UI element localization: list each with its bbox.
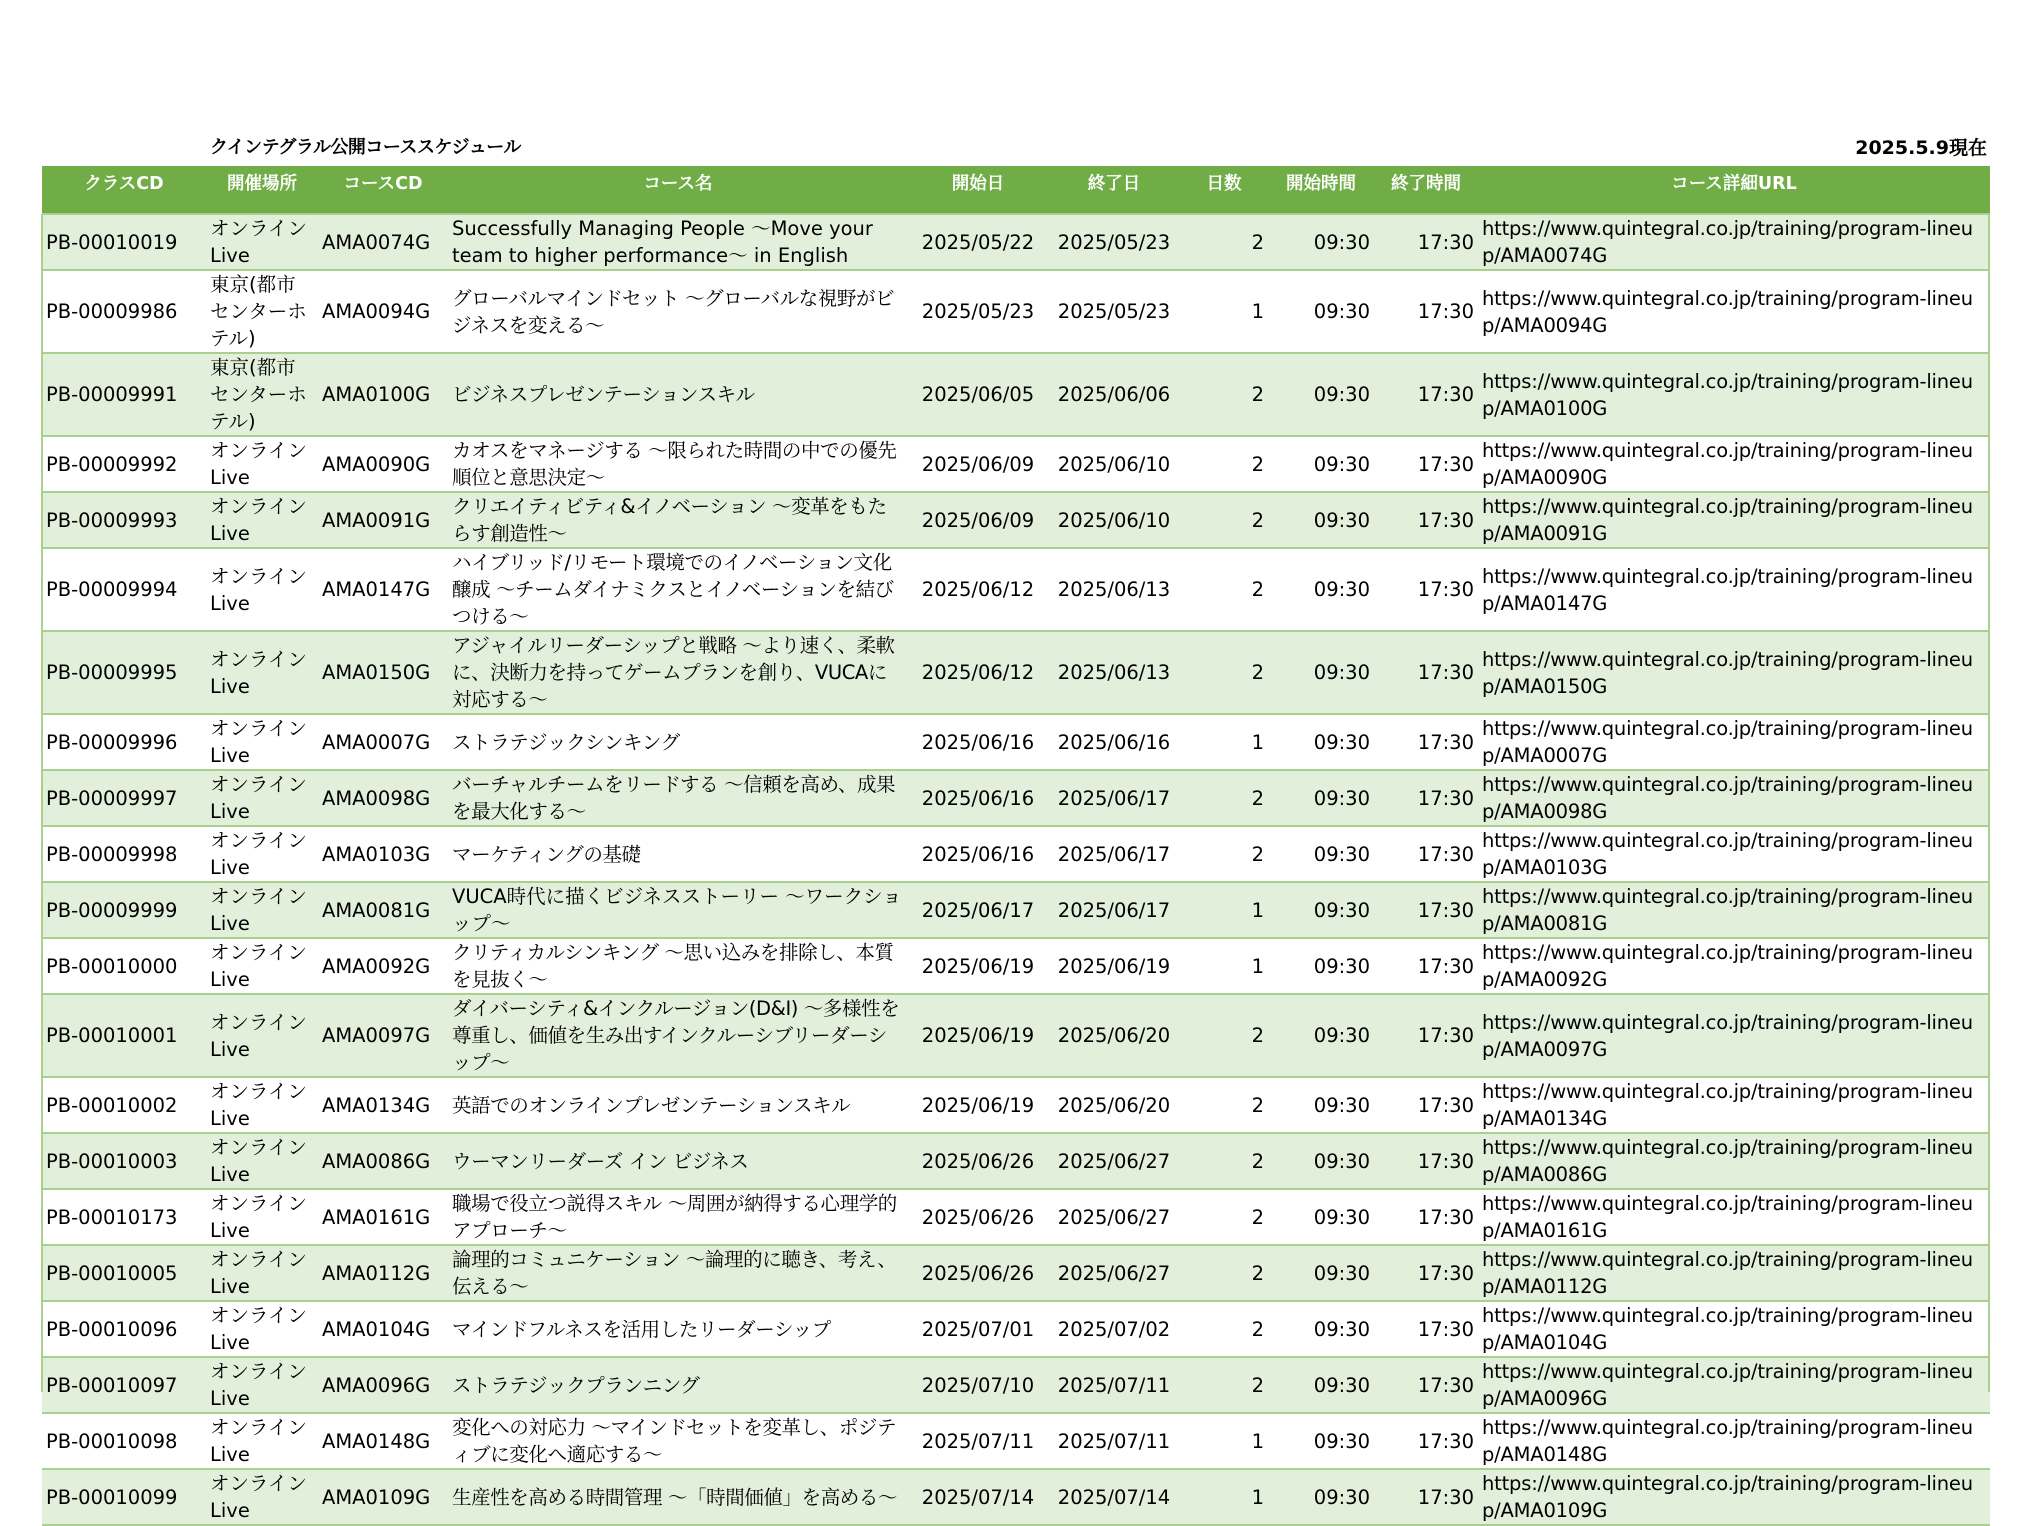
course-name-cell: アジャイルリーダーシップと戦略 ～より速く、柔軟に、決断力を持ってゲームプランを創り、VUCAに対応する～ [448,631,908,714]
venue-cell: オンライン Live [206,714,318,770]
table-row [42,214,1990,270]
end-date-cell: 2025/07/11 [1048,1357,1180,1413]
days-cell: 1 [1180,882,1268,938]
days-cell: 1 [1180,1413,1268,1469]
venue-cell: オンライン Live [206,548,318,631]
header-row [42,166,1990,214]
venue-cell: オンライン Live [206,882,318,938]
course-cd-cell: AMA0007G [318,714,448,770]
end-time-cell: 17:30 [1374,436,1478,492]
end-date-cell: 2025/06/10 [1048,436,1180,492]
table-row [42,770,1990,826]
venue-cell: オンライン Live [206,1077,318,1133]
days-cell: 2 [1180,1245,1268,1301]
start-time-cell: 09:30 [1268,938,1374,994]
end-time-cell: 17:30 [1374,1357,1478,1413]
days-cell: 2 [1180,631,1268,714]
end-time-cell: 17:30 [1374,492,1478,548]
header-url: コース詳細URL [1478,166,1990,214]
days-cell: 2 [1180,1357,1268,1413]
start-date-cell: 2025/06/16 [908,826,1048,882]
start-date-cell: 2025/06/19 [908,994,1048,1077]
class-cd-cell: PB-00009994 [42,548,206,631]
days-cell: 2 [1180,826,1268,882]
header-class-cd: クラスCD [42,166,206,214]
table-body [42,214,1990,1525]
course-name-cell: Successfully Managing People ～Move your team to higher performance～ in English [448,214,908,270]
course-name-cell: カオスをマネージする ～限られた時間の中での優先順位と意思決定～ [448,436,908,492]
header-end-date: 終了日 [1048,166,1180,214]
days-cell: 2 [1180,548,1268,631]
venue-cell: オンライン Live [206,1245,318,1301]
class-cd-cell: PB-00010000 [42,938,206,994]
end-date-cell: 2025/06/27 [1048,1133,1180,1189]
start-date-cell: 2025/06/09 [908,436,1048,492]
venue-cell: オンライン Live [206,1133,318,1189]
course-url-link[interactable]: https://www.quintegral.co.jp/training/program-lineup/AMA0081G [1478,882,1990,938]
days-cell: 2 [1180,1133,1268,1189]
course-cd-cell: AMA0074G [318,214,448,270]
end-time-cell: 17:30 [1374,548,1478,631]
table-row [42,436,1990,492]
end-time-cell: 17:30 [1374,938,1478,994]
start-time-cell: 09:30 [1268,882,1374,938]
class-cd-cell: PB-00010173 [42,1189,206,1245]
end-time-cell: 17:30 [1374,1245,1478,1301]
end-date-cell: 2025/06/16 [1048,714,1180,770]
course-name-cell: 変化への対応力 ～マインドセットを変革し、ポジティブに変化へ適応する～ [448,1413,908,1469]
course-name-cell: ハイブリッド/リモート環境でのイノベーション文化醸成 ～チームダイナミクスとイノベーションを結びつける～ [448,548,908,631]
end-time-cell: 17:30 [1374,1077,1478,1133]
end-date-cell: 2025/06/17 [1048,770,1180,826]
end-date-cell: 2025/06/20 [1048,1077,1180,1133]
start-time-cell: 09:30 [1268,548,1374,631]
start-time-cell: 09:30 [1268,1133,1374,1189]
venue-cell: オンライン Live [206,631,318,714]
course-name-cell: 英語でのオンラインプレゼンテーションスキル [448,1077,908,1133]
start-time-cell: 09:30 [1268,1301,1374,1357]
course-url-link[interactable]: https://www.quintegral.co.jp/training/program-lineup/AMA0100G [1478,353,1990,436]
start-date-cell: 2025/06/12 [908,548,1048,631]
header-days: 日数 [1180,166,1268,214]
start-time-cell: 09:30 [1268,1469,1374,1525]
start-time-cell: 09:30 [1268,1245,1374,1301]
course-name-cell: 職場で役立つ説得スキル ～周囲が納得する心理学的アプローチ～ [448,1189,908,1245]
course-cd-cell: AMA0148G [318,1413,448,1469]
days-cell: 1 [1180,938,1268,994]
end-time-cell: 17:30 [1374,1133,1478,1189]
course-url-link[interactable]: https://www.quintegral.co.jp/training/program-lineup/AMA0112G [1478,1245,1990,1301]
course-cd-cell: AMA0112G [318,1245,448,1301]
course-cd-cell: AMA0096G [318,1357,448,1413]
table-row [42,1357,1990,1413]
end-date-cell: 2025/06/27 [1048,1189,1180,1245]
course-cd-cell: AMA0109G [318,1469,448,1525]
document-title: クインテグラル公開コーススケジュール [210,137,521,158]
table-row [42,994,1990,1077]
start-time-cell: 09:30 [1268,1413,1374,1469]
start-date-cell: 2025/06/12 [908,631,1048,714]
days-cell: 1 [1180,1469,1268,1525]
venue-cell: オンライン Live [206,492,318,548]
venue-cell: オンライン Live [206,1469,318,1525]
as-of-date: 2025.5.9現在 [1855,137,1987,159]
start-time-cell: 09:30 [1268,492,1374,548]
table-row [42,548,1990,631]
table-row [42,631,1990,714]
course-cd-cell: AMA0104G [318,1301,448,1357]
course-url-link[interactable]: https://www.quintegral.co.jp/training/program-lineup/AMA0097G [1478,994,1990,1077]
venue-cell: オンライン Live [206,1189,318,1245]
class-cd-cell: PB-00010099 [42,1469,206,1525]
start-date-cell: 2025/06/05 [908,353,1048,436]
start-date-cell: 2025/06/26 [908,1189,1048,1245]
course-name-cell: クリエイティビティ&イノベーション ～変革をもたらす創造性～ [448,492,908,548]
start-time-cell: 09:30 [1268,714,1374,770]
venue-cell: 東京(都市センターホテル) [206,270,318,353]
end-time-cell: 17:30 [1374,882,1478,938]
start-date-cell: 2025/07/14 [908,1469,1048,1525]
class-cd-cell: PB-00009996 [42,714,206,770]
course-name-cell: ダイバーシティ&インクルージョン(D&I) ～多様性を尊重し、価値を生み出すインクルーシブリーダーシップ～ [448,994,908,1077]
table-row [42,1189,1990,1245]
course-name-cell: マーケティングの基礎 [448,826,908,882]
course-url-link[interactable]: https://www.quintegral.co.jp/training/program-lineup/AMA0098G [1478,770,1990,826]
end-time-cell: 17:30 [1374,770,1478,826]
start-date-cell: 2025/05/23 [908,270,1048,353]
course-cd-cell: AMA0103G [318,826,448,882]
start-time-cell: 09:30 [1268,770,1374,826]
course-name-cell: クリティカルシンキング ～思い込みを排除し、本質を見抜く～ [448,938,908,994]
course-url-link[interactable]: https://www.quintegral.co.jp/training/program-lineup/AMA0148G [1478,1413,1990,1469]
start-time-cell: 09:30 [1268,1189,1374,1245]
end-time-cell: 17:30 [1374,1189,1478,1245]
course-url-link[interactable]: https://www.quintegral.co.jp/training/program-lineup/AMA0092G [1478,938,1990,994]
days-cell: 2 [1180,353,1268,436]
table-row [42,270,1990,353]
end-time-cell: 17:30 [1374,631,1478,714]
course-cd-cell: AMA0094G [318,270,448,353]
course-url-link[interactable]: https://www.quintegral.co.jp/training/program-lineup/AMA0161G [1478,1189,1990,1245]
end-date-cell: 2025/06/27 [1048,1245,1180,1301]
end-date-cell: 2025/06/17 [1048,826,1180,882]
course-name-cell: 生産性を高める時間管理 ～「時間価値」を高める～ [448,1469,908,1525]
start-date-cell: 2025/06/19 [908,1077,1048,1133]
start-date-cell: 2025/06/17 [908,882,1048,938]
days-cell: 2 [1180,436,1268,492]
start-date-cell: 2025/06/26 [908,1133,1048,1189]
end-time-cell: 17:30 [1374,1469,1478,1525]
course-url-link[interactable]: https://www.quintegral.co.jp/training/program-lineup/AMA0091G [1478,492,1990,548]
course-cd-cell: AMA0147G [318,548,448,631]
venue-cell: オンライン Live [206,938,318,994]
course-url-link[interactable]: https://www.quintegral.co.jp/training/program-lineup/AMA0007G [1478,714,1990,770]
start-date-cell: 2025/06/16 [908,770,1048,826]
table-row [42,826,1990,882]
start-date-cell: 2025/05/22 [908,214,1048,270]
end-date-cell: 2025/06/13 [1048,548,1180,631]
class-cd-cell: PB-00009986 [42,270,206,353]
course-url-link[interactable]: https://www.quintegral.co.jp/training/program-lineup/AMA0096G [1478,1357,1990,1413]
table-row [42,1301,1990,1357]
course-url-link[interactable]: https://www.quintegral.co.jp/training/program-lineup/AMA0094G [1478,270,1990,353]
course-url-link[interactable]: https://www.quintegral.co.jp/training/program-lineup/AMA0134G [1478,1077,1990,1133]
end-date-cell: 2025/05/23 [1048,270,1180,353]
class-cd-cell: PB-00010097 [42,1357,206,1413]
header-course-name: コース名 [448,166,908,214]
days-cell: 2 [1180,214,1268,270]
end-date-cell: 2025/06/19 [1048,938,1180,994]
end-date-cell: 2025/06/20 [1048,994,1180,1077]
end-date-cell: 2025/06/10 [1048,492,1180,548]
header-end-time: 終了時間 [1374,166,1478,214]
course-cd-cell: AMA0090G [318,436,448,492]
class-cd-cell: PB-00010019 [42,214,206,270]
venue-cell: 東京(都市センターホテル) [206,353,318,436]
course-cd-cell: AMA0097G [318,994,448,1077]
header-start-time: 開始時間 [1268,166,1374,214]
end-date-cell: 2025/05/23 [1048,214,1180,270]
course-schedule-table [42,166,1990,1526]
class-cd-cell: PB-00010098 [42,1413,206,1469]
table-row [42,882,1990,938]
end-date-cell: 2025/07/11 [1048,1413,1180,1469]
course-name-cell: マインドフルネスを活用したリーダーシップ [448,1301,908,1357]
course-cd-cell: AMA0100G [318,353,448,436]
table-left-border [41,214,43,1392]
venue-cell: オンライン Live [206,436,318,492]
start-time-cell: 09:30 [1268,270,1374,353]
course-url-link[interactable]: https://www.quintegral.co.jp/training/program-lineup/AMA0104G [1478,1301,1990,1357]
course-cd-cell: AMA0081G [318,882,448,938]
end-time-cell: 17:30 [1374,353,1478,436]
course-url-link[interactable]: https://www.quintegral.co.jp/training/program-lineup/AMA0074G [1478,214,1990,270]
class-cd-cell: PB-00009992 [42,436,206,492]
start-date-cell: 2025/06/26 [908,1245,1048,1301]
course-cd-cell: AMA0161G [318,1189,448,1245]
course-cd-cell: AMA0086G [318,1133,448,1189]
days-cell: 2 [1180,994,1268,1077]
table-header [42,166,1990,214]
course-cd-cell: AMA0091G [318,492,448,548]
days-cell: 2 [1180,1301,1268,1357]
course-cd-cell: AMA0098G [318,770,448,826]
end-time-cell: 17:30 [1374,270,1478,353]
class-cd-cell: PB-00010005 [42,1245,206,1301]
end-time-cell: 17:30 [1374,214,1478,270]
start-date-cell: 2025/07/01 [908,1301,1048,1357]
end-date-cell: 2025/06/17 [1048,882,1180,938]
days-cell: 2 [1180,770,1268,826]
venue-cell: オンライン Live [206,1413,318,1469]
class-cd-cell: PB-00009997 [42,770,206,826]
course-name-cell: バーチャルチームをリードする ～信頼を高め、成果を最大化する～ [448,770,908,826]
start-time-cell: 09:30 [1268,353,1374,436]
class-cd-cell: PB-00009999 [42,882,206,938]
header-start-date: 開始日 [908,166,1048,214]
table-row [42,714,1990,770]
start-time-cell: 09:30 [1268,994,1374,1077]
course-name-cell: ストラテジックプランニング [448,1357,908,1413]
class-cd-cell: PB-00010001 [42,994,206,1077]
table-row [42,492,1990,548]
course-name-cell: VUCA時代に描くビジネスストーリー ～ワークショップ～ [448,882,908,938]
venue-cell: オンライン Live [206,1301,318,1357]
end-date-cell: 2025/07/14 [1048,1469,1180,1525]
class-cd-cell: PB-00010003 [42,1133,206,1189]
course-name-cell: ウーマンリーダーズ イン ビジネス [448,1133,908,1189]
course-name-cell: グローバルマインドセット ～グローバルな視野がビジネスを変える～ [448,270,908,353]
end-time-cell: 17:30 [1374,994,1478,1077]
course-url-link[interactable]: https://www.quintegral.co.jp/training/program-lineup/AMA0147G [1478,548,1990,631]
start-date-cell: 2025/06/19 [908,938,1048,994]
start-time-cell: 09:30 [1268,826,1374,882]
course-url-link[interactable]: https://www.quintegral.co.jp/training/program-lineup/AMA0109G [1478,1469,1990,1525]
table-row [42,1469,1990,1525]
class-cd-cell: PB-00010002 [42,1077,206,1133]
end-time-cell: 17:30 [1374,1413,1478,1469]
start-time-cell: 09:30 [1268,214,1374,270]
end-date-cell: 2025/06/13 [1048,631,1180,714]
class-cd-cell: PB-00009998 [42,826,206,882]
table-right-border [1988,214,1990,1392]
days-cell: 1 [1180,714,1268,770]
table-row [42,1413,1990,1469]
table-row [42,1245,1990,1301]
end-time-cell: 17:30 [1374,714,1478,770]
course-url-link[interactable]: https://www.quintegral.co.jp/training/program-lineup/AMA0150G [1478,631,1990,714]
venue-cell: オンライン Live [206,826,318,882]
table-row [42,1077,1990,1133]
start-date-cell: 2025/07/10 [908,1357,1048,1413]
class-cd-cell: PB-00009995 [42,631,206,714]
class-cd-cell: PB-00010096 [42,1301,206,1357]
end-date-cell: 2025/07/02 [1048,1301,1180,1357]
course-cd-cell: AMA0150G [318,631,448,714]
start-time-cell: 09:30 [1268,436,1374,492]
venue-cell: オンライン Live [206,214,318,270]
venue-cell: オンライン Live [206,1357,318,1413]
start-time-cell: 09:30 [1268,631,1374,714]
start-time-cell: 09:30 [1268,1357,1374,1413]
end-time-cell: 17:30 [1374,1301,1478,1357]
header-course-cd: コースCD [318,166,448,214]
course-name-cell: 論理的コミュニケーション ～論理的に聴き、考え、伝える～ [448,1245,908,1301]
start-date-cell: 2025/07/11 [908,1413,1048,1469]
table-row [42,938,1990,994]
days-cell: 2 [1180,492,1268,548]
header-venue: 開催場所 [206,166,318,214]
course-name-cell: ストラテジックシンキング [448,714,908,770]
course-url-link[interactable]: https://www.quintegral.co.jp/training/program-lineup/AMA0086G [1478,1133,1990,1189]
end-date-cell: 2025/06/06 [1048,353,1180,436]
end-time-cell: 17:30 [1374,826,1478,882]
course-cd-cell: AMA0092G [318,938,448,994]
course-url-link[interactable]: https://www.quintegral.co.jp/training/program-lineup/AMA0090G [1478,436,1990,492]
start-date-cell: 2025/06/09 [908,492,1048,548]
class-cd-cell: PB-00009991 [42,353,206,436]
table-row [42,353,1990,436]
course-url-link[interactable]: https://www.quintegral.co.jp/training/program-lineup/AMA0103G [1478,826,1990,882]
start-time-cell: 09:30 [1268,1077,1374,1133]
venue-cell: オンライン Live [206,770,318,826]
venue-cell: オンライン Live [206,994,318,1077]
table-row [42,1133,1990,1189]
course-name-cell: ビジネスプレゼンテーションスキル [448,353,908,436]
days-cell: 1 [1180,270,1268,353]
course-cd-cell: AMA0134G [318,1077,448,1133]
start-date-cell: 2025/06/16 [908,714,1048,770]
days-cell: 2 [1180,1189,1268,1245]
class-cd-cell: PB-00009993 [42,492,206,548]
days-cell: 2 [1180,1077,1268,1133]
